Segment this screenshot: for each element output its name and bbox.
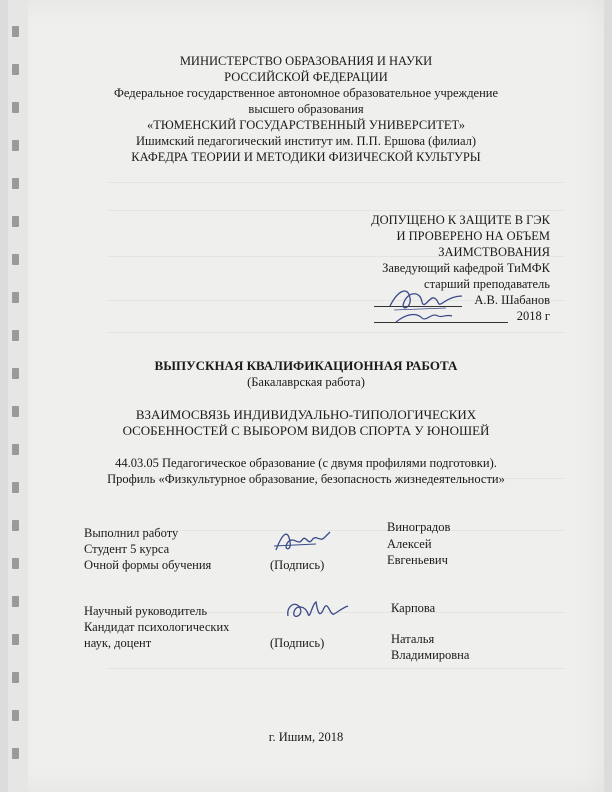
supervisor-handwritten-signature xyxy=(282,594,352,628)
student-signature-label: (Подпись) xyxy=(270,558,325,572)
supervisor-role2: Кандидат психологических xyxy=(84,620,230,634)
work-title-line1: ВЗАИМОСВЯЗЬ ИНДИВИДУАЛЬНО-ТИПОЛОГИЧЕСКИХ xyxy=(135,407,477,422)
supervisor-role1: Научный руководитель xyxy=(84,604,208,618)
institution-line2: высшего образования xyxy=(248,102,364,116)
student-role1: Выполнил работу xyxy=(84,526,179,540)
approval-line2: И ПРОВЕРЕНО НА ОБЪЕМ xyxy=(396,229,550,243)
show-through xyxy=(108,332,564,333)
binder-hole xyxy=(12,254,19,265)
supervisor-signature-label: (Подпись) xyxy=(270,636,325,650)
binder-hole xyxy=(12,596,19,607)
institution-line1: Федеральное государственное автономное образовательное учреждение xyxy=(113,86,499,100)
university-name: «ТЮМЕНСКИЙ ГОСУДАРСТВЕННЫЙ УНИВЕРСИТЕТ» xyxy=(146,118,466,132)
work-subtype: (Бакалаврская работа) xyxy=(247,375,365,389)
binder-hole xyxy=(12,710,19,721)
binder-hole xyxy=(12,178,19,189)
binder-hole xyxy=(12,292,19,303)
approval-line1: ДОПУЩЕНО К ЗАЩИТЕ В ГЭК xyxy=(371,213,550,227)
binder-hole xyxy=(12,330,19,341)
binder-hole xyxy=(12,558,19,569)
binder-hole xyxy=(12,520,19,531)
approval-line3: ЗАИМСТВОВАНИЯ xyxy=(438,245,550,259)
supervisor-last-name: Карпова xyxy=(391,601,436,615)
supervisor-role3: наук, доцент xyxy=(84,636,152,650)
program-line1: 44.03.05 Педагогическое образование (с двумя профилями подготовки). xyxy=(115,456,497,470)
work-title-line2: ОСОБЕННОСТЕЙ С ВЫБОРОМ ВИДОВ СПОРТА У ЮНОШЕЙ xyxy=(122,423,490,438)
program-line2: Профиль «Физкультурное образование, безопасность жизнедеятельности» xyxy=(107,472,505,486)
student-first-name: Алексей xyxy=(387,537,432,551)
show-through xyxy=(108,668,564,669)
binder-hole xyxy=(12,26,19,37)
approval-line5: старший преподаватель xyxy=(424,277,550,291)
supervisor-first-name: Наталья xyxy=(391,632,435,646)
binder-hole xyxy=(12,748,19,759)
binder-hole xyxy=(12,216,19,227)
binder-hole xyxy=(12,634,19,645)
supervisor-patronymic: Владимировна xyxy=(391,648,470,662)
student-patronymic: Евгеньевич xyxy=(387,553,448,567)
city-year: г. Ишим, 2018 xyxy=(268,730,344,744)
student-role2: Студент 5 курса xyxy=(84,542,170,556)
student-role3: Очной формы обучения xyxy=(84,558,212,572)
show-through xyxy=(108,210,564,211)
institute-name: Ишимский педагогический институт им. П.П. Ершова (филиал) xyxy=(135,134,477,148)
ministry-line1: МИНИСТЕРСТВО ОБРАЗОВАНИЯ И НАУКИ xyxy=(179,54,433,68)
department-name: КАФЕДРА ТЕОРИИ И МЕТОДИКИ ФИЗИЧЕСКОЙ КУЛЬТУРЫ xyxy=(131,150,481,164)
work-type: ВЫПУСКНАЯ КВАЛИФИКАЦИОННАЯ РАБОТА xyxy=(154,358,458,373)
binder-hole xyxy=(12,444,19,455)
approval-handwritten-signature xyxy=(386,282,466,328)
approval-line4: Заведующий кафедрой ТиМФК xyxy=(382,261,550,275)
student-last-name: Виноградов xyxy=(387,520,451,534)
binder-hole xyxy=(12,672,19,683)
ministry-line2: РОССИЙСКОЙ ФЕДЕРАЦИИ xyxy=(224,70,388,84)
student-handwritten-signature xyxy=(272,524,332,558)
show-through xyxy=(108,182,564,183)
approval-year: 2018 г xyxy=(516,309,550,323)
approval-signer: А.В. Шабанов xyxy=(474,293,550,307)
